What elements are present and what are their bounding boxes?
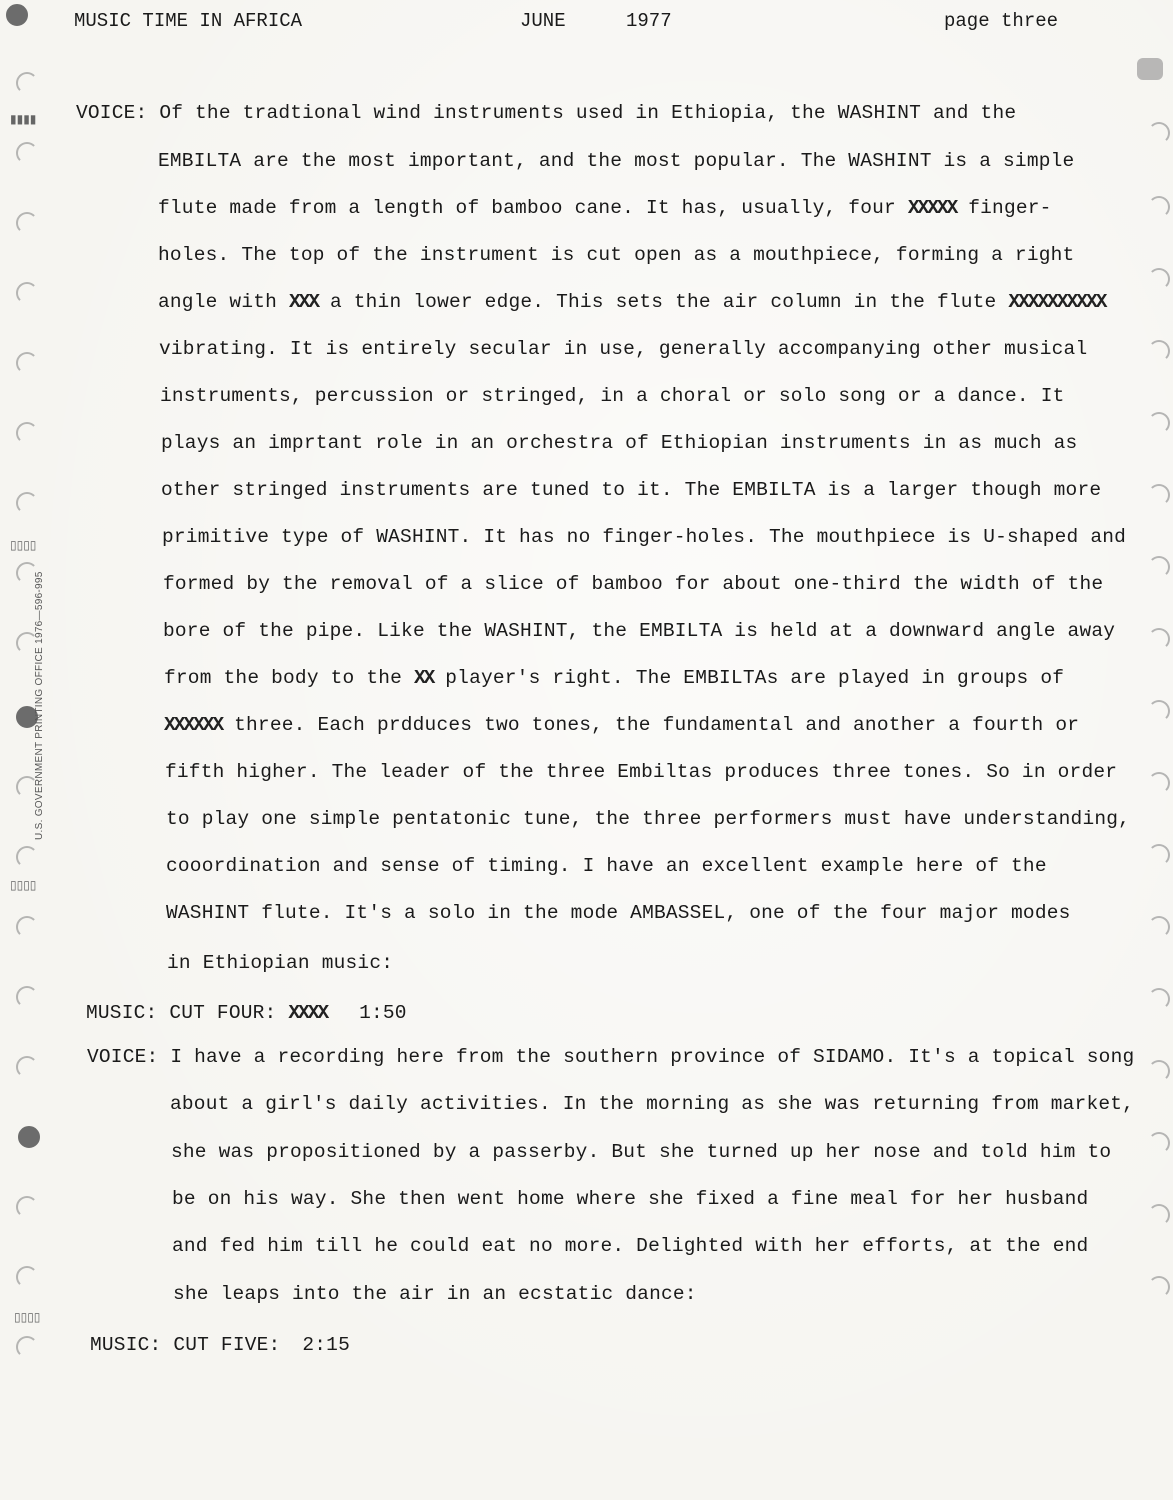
page-header [0, 6, 1173, 40]
punch-hole-icon [1148, 484, 1170, 506]
voice-line [87, 1046, 1134, 1068]
strikeout-text: XX [413, 667, 434, 689]
music-cue-line [90, 1334, 350, 1356]
punch-hole-icon [18, 1126, 40, 1148]
punch-hole-icon [16, 916, 38, 938]
voice-text: a thin lower edge. This sets the air column in the flute [329, 291, 997, 313]
punch-hole-icon [16, 72, 38, 94]
voice-text: I have a recording here from the southern province of SIDAMO. It's a topical song [170, 1046, 1135, 1068]
voice-text: angle with [158, 291, 278, 313]
voice-label: VOICE: [76, 102, 148, 124]
strikeout-text: XXXXX [907, 197, 957, 219]
voice-line: WASHINT flute. It's a solo in the mode AMBASSEL, one of the four major modes [166, 902, 1071, 924]
voice-line: primitive type of WASHINT. It has no finger-holes. The mouthpiece is U-shaped and [162, 526, 1127, 548]
punch-hole-icon [16, 492, 38, 514]
strikeout-text: XXXXXXXXXX [1008, 291, 1106, 313]
punch-hole-icon [1148, 772, 1170, 794]
punch-hole-icon [1148, 340, 1170, 362]
punch-hole-icon [1148, 844, 1170, 866]
voice-line: plays an imprtant role in an orchestra of Ethiopian instruments in as much as [161, 432, 1078, 454]
strikeout-text: XXXX [288, 1002, 328, 1024]
voice-line: other stringed instruments are tuned to it. The EMBILTA is a larger though more [161, 479, 1102, 501]
music-cut: CUT FIVE: [173, 1334, 281, 1356]
margin-tick-icon: ▮▮▮▮ [10, 112, 37, 126]
punch-hole-icon [1148, 556, 1170, 578]
punch-hole-icon [16, 1266, 38, 1288]
punch-hole-icon [16, 422, 38, 444]
header-month: JUNE [520, 10, 566, 32]
voice-line: cooordination and sense of timing. I have an excellent example here of the [166, 855, 1047, 877]
corner-smudge-icon [1137, 58, 1163, 80]
voice-line [164, 667, 1064, 689]
voice-line: she was propositioned by a passerby. But she turned up her nose and told him to [171, 1141, 1112, 1163]
music-duration: 1:50 [359, 1002, 407, 1024]
punch-hole-icon [1148, 268, 1170, 290]
punch-hole-icon [1148, 1204, 1170, 1226]
punch-hole-icon [16, 282, 38, 304]
punch-hole-icon [16, 352, 38, 374]
music-cue-line [86, 1002, 407, 1024]
margin-tick-icon: ▯▯▯▯ [10, 878, 37, 892]
voice-line: she leaps into the air in an ecstatic dance: [173, 1283, 697, 1305]
punch-hole-icon [16, 142, 38, 164]
program-title: MUSIC TIME IN AFRICA [74, 10, 303, 32]
voice-line: holes. The top of the instrument is cut open as a mouthpiece, forming a right [158, 244, 1075, 266]
punch-hole-icon [16, 986, 38, 1008]
voice-line: about a girl's daily activities. In the morning as she was returning from market, [170, 1093, 1135, 1115]
punch-hole-icon [1148, 1276, 1170, 1298]
voice-text: from the body to the [164, 667, 403, 689]
margin-tick-icon: ▯▯▯▯ [10, 538, 37, 552]
voice-line [164, 714, 1079, 736]
voice-line [158, 197, 1052, 219]
voice-line: in Ethiopian music: [167, 952, 394, 974]
punch-hole-icon [16, 1196, 38, 1218]
strikeout-text: XXX [288, 291, 319, 313]
punch-hole-icon [16, 1336, 38, 1358]
printing-office-imprint: U.S. GOVERNMENT PRINTING OFFICE 1976—596-995 [34, 571, 45, 840]
music-label: MUSIC: [86, 1002, 158, 1024]
voice-line [76, 102, 1016, 124]
voice-text: player's right. The EMBILTAs are played in groups of [445, 667, 1065, 689]
punch-hole-icon [1148, 196, 1170, 218]
voice-line: EMBILTA are the most important, and the most popular. The WASHINT is a simple [158, 150, 1075, 172]
punch-hole-icon [16, 846, 38, 868]
punch-hole-icon [1148, 700, 1170, 722]
punch-hole-icon [1148, 628, 1170, 650]
margin-tick-icon: ▯▯▯▯ [14, 1310, 41, 1324]
voice-line: be on his way. She then went home where she fixed a fine meal for her husband [172, 1188, 1089, 1210]
music-cut: CUT FOUR: [169, 1002, 277, 1024]
voice-line: to play one simple pentatonic tune, the three performers must have understanding, [166, 808, 1131, 830]
voice-text: finger- [968, 197, 1052, 219]
punch-hole-icon [16, 212, 38, 234]
header-year: 1977 [626, 10, 672, 32]
music-label: MUSIC: [90, 1334, 162, 1356]
punch-hole-icon [1148, 916, 1170, 938]
voice-line: formed by the removal of a slice of bamboo for about one-third the width of the [163, 573, 1104, 595]
strikeout-text: XXXXXX [164, 714, 223, 736]
punch-hole-icon [1148, 988, 1170, 1010]
voice-line: vibrating. It is entirely secular in use, generally accompanying other musical [159, 338, 1088, 360]
punch-hole-icon [1148, 1132, 1170, 1154]
music-duration: 2:15 [302, 1334, 350, 1356]
voice-line: bore of the pipe. Like the WASHINT, the EMBILTA is held at a downward angle away [163, 620, 1116, 642]
voice-line: instruments, percussion or stringed, in a choral or solo song or a dance. It [160, 385, 1065, 407]
punch-hole-icon [1148, 122, 1170, 144]
punch-hole-icon [16, 1056, 38, 1078]
voice-label: VOICE: [87, 1046, 159, 1068]
voice-line [158, 291, 1105, 313]
voice-line: and fed him till he could eat no more. Delighted with her efforts, at the end [172, 1235, 1089, 1257]
punch-hole-icon [1148, 1060, 1170, 1082]
page-number: page three [944, 10, 1059, 32]
voice-text: Of the tradtional wind instruments used in Ethiopia, the WASHINT and the [159, 102, 1017, 124]
punch-hole-icon [1148, 412, 1170, 434]
voice-text: three. Each prdduces two tones, the fundamental and another a fourth or [234, 714, 1080, 736]
voice-line: fifth higher. The leader of the three Embiltas produces three tones. So in order [165, 761, 1118, 783]
voice-text: flute made from a length of bamboo cane. It has, usually, four [158, 197, 896, 219]
